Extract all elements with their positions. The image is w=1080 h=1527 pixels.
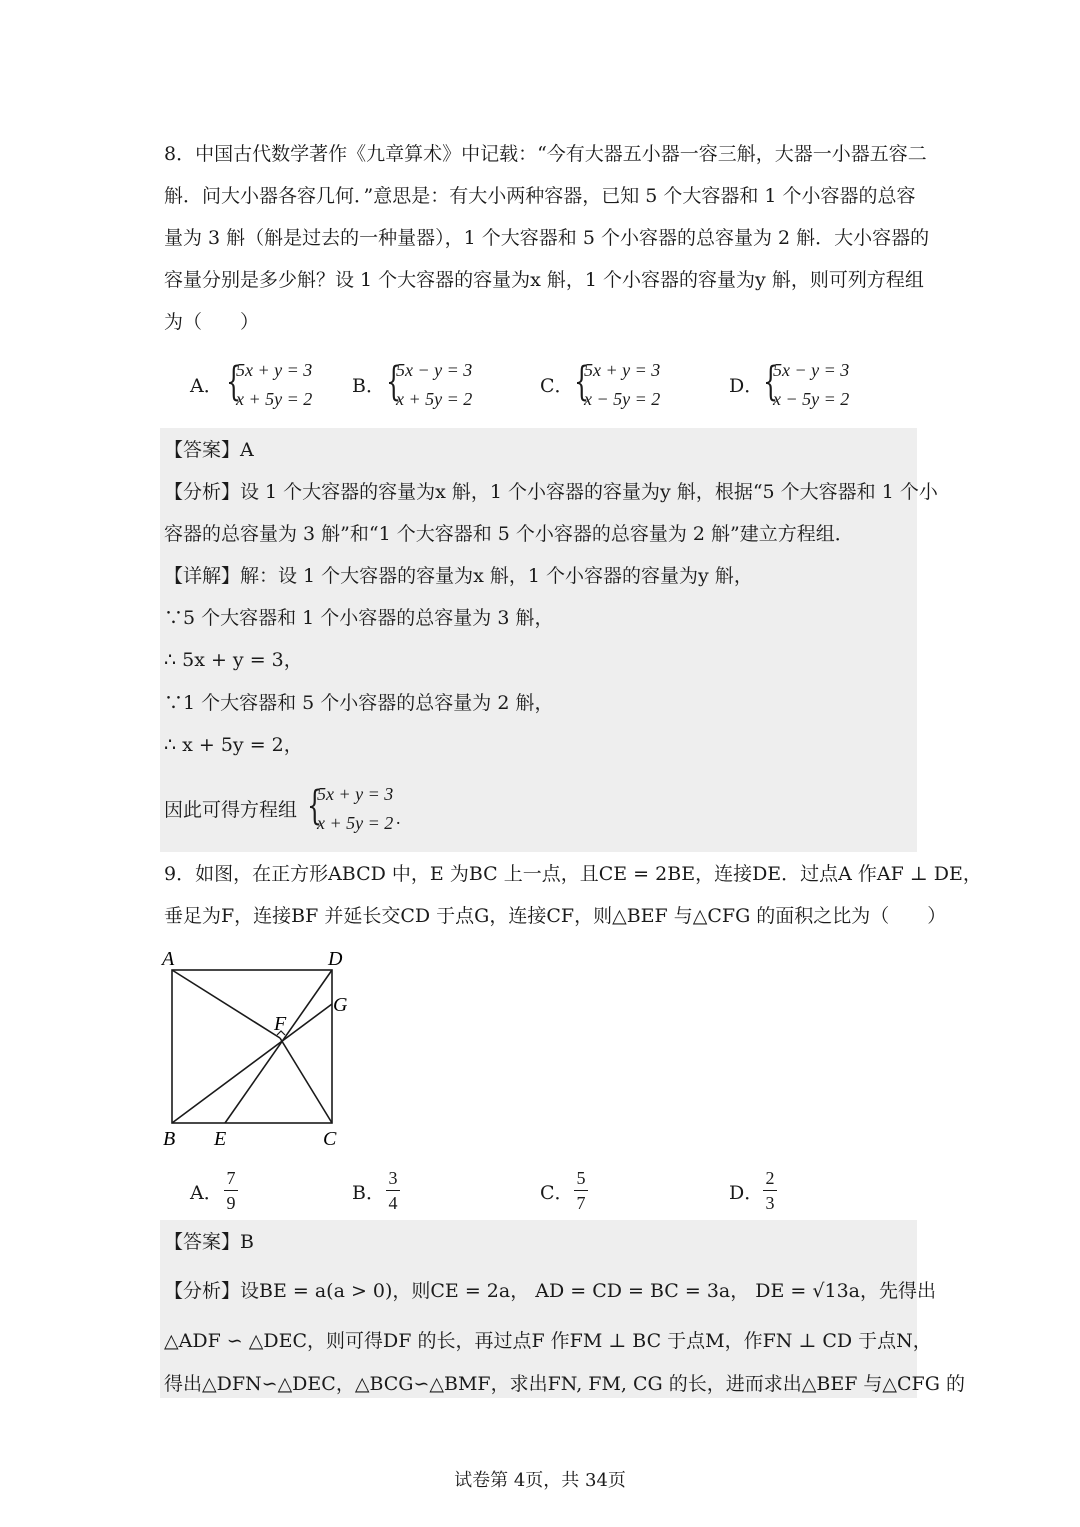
q9-analysis-line-3: 得出△DFN∽△DEC，△BCG∽△BMF，求出FN, FM, CG 的长，进而求出△BEF 与△CFG 的 bbox=[164, 1373, 965, 1395]
equation: x − 5y = 2 bbox=[584, 389, 661, 409]
brace-icon: { bbox=[386, 359, 402, 405]
label-c: C bbox=[323, 1128, 337, 1150]
segment-de bbox=[225, 970, 332, 1123]
q8-conclusion-prefix: 因此可得方程组 bbox=[164, 799, 298, 821]
brace-icon: { bbox=[574, 359, 590, 405]
option-label: D． bbox=[729, 1182, 764, 1204]
q8-detail-line-1: 【详解】解：设 1 个大容器的容量为x 斛，1 个小容器的容量为y 斛， bbox=[164, 565, 753, 587]
option-label: C． bbox=[540, 375, 574, 397]
label-g: G bbox=[333, 994, 348, 1016]
option-label: C． bbox=[540, 1182, 574, 1204]
option-label: B． bbox=[352, 1182, 385, 1204]
label-a: A bbox=[162, 948, 175, 970]
equation: 5x + y = 3 bbox=[584, 360, 661, 380]
q8-line-1: 8．中国古代数学著作《九章算术》中记载：“今有大器五小器一容三斛，大器一小器五容二 bbox=[164, 143, 927, 165]
q8-detail-line-3: ∴ 5x + y = 3， bbox=[164, 649, 303, 671]
page-footer: 试卷第 4页，共 34页 bbox=[454, 1470, 626, 1491]
option-label: A． bbox=[190, 375, 223, 397]
option-label: A． bbox=[190, 1182, 223, 1204]
numerator: 7 bbox=[226, 1168, 236, 1188]
q9-answer: 【答案】B bbox=[164, 1231, 254, 1253]
q9-line-1: 9．如图，在正方形ABCD 中，E 为BC 上一点，且CE = 2BE，连接DE．过点A 作AF ⊥ DE， bbox=[164, 863, 982, 885]
option-label: D． bbox=[729, 375, 764, 397]
label-d: D bbox=[328, 948, 343, 970]
equation: 5x − y = 3 bbox=[396, 360, 473, 380]
equation: 5x − y = 3 bbox=[773, 360, 850, 380]
equation: x + 5y = 2 bbox=[236, 389, 313, 409]
q8-line-3: 量为 3 斛（斛是过去的一种量器），1 个大容器和 5 个小容器的总容量为 2 斛．大小容器的 bbox=[164, 227, 930, 249]
q8-line-5: 为（ ） bbox=[164, 311, 260, 333]
denominator: 9 bbox=[226, 1193, 236, 1213]
numerator: 2 bbox=[765, 1168, 775, 1188]
q8-detail-line-2: ∵5 个大容器和 1 个小容器的总容量为 3 斛， bbox=[164, 607, 554, 629]
q9-analysis-line-2: △ADF ∽ △DEC，则可得DF 的长，再过点F 作FM ⊥ BC 于点M，作FN ⊥ CD 于点N， bbox=[164, 1330, 932, 1352]
brace-icon: { bbox=[307, 783, 323, 829]
fraction bbox=[386, 1168, 400, 1213]
q8-analysis-line-2: 容器的总容量为 3 斛”和“1 个大容器和 5 个小容器的总容量为 2 斛”建立方程组． bbox=[164, 523, 854, 545]
numerator: 3 bbox=[388, 1168, 398, 1188]
numerator: 5 bbox=[576, 1168, 586, 1188]
segment-bg bbox=[172, 1004, 332, 1123]
q8-detail-line-4: ∵1 个大容器和 5 个小容器的总容量为 2 斛， bbox=[164, 692, 554, 714]
segment-cf bbox=[280, 1038, 332, 1123]
denominator: 4 bbox=[388, 1193, 398, 1213]
fraction bbox=[763, 1168, 777, 1213]
q8-answer: 【答案】A bbox=[164, 439, 254, 461]
denominator: 3 bbox=[765, 1193, 775, 1213]
q9-analysis-line-1: 【分析】设BE = a(a > 0)，则CE = 2a， AD = CD = BC = 3a， DE = √13a，先得出 bbox=[164, 1280, 937, 1302]
square-abcd bbox=[172, 970, 332, 1123]
q8-analysis-line-1: 【分析】设 1 个大容器的容量为x 斛，1 个小容器的容量为y 斛，根据“5 个大容器和 1 个小 bbox=[164, 481, 938, 503]
q9-line-2: 垂足为F，连接BF 并延长交CD 于点G，连接CF，则△BEF 与△CFG 的面积之比为（ ） bbox=[164, 905, 947, 927]
brace-icon: { bbox=[226, 359, 242, 405]
brace-icon: { bbox=[763, 359, 779, 405]
label-b: B bbox=[163, 1128, 176, 1150]
equation: 5x + y = 3 bbox=[236, 360, 313, 380]
equation: x + 5y = 2 bbox=[396, 389, 473, 409]
conclusion-suffix: . bbox=[396, 808, 401, 828]
q8-line-4: 容量分别是多少斛？设 1 个大容器的容量为x 斛，1 个小容器的容量为y 斛，则可列方程组 bbox=[164, 269, 924, 291]
q9-square-figure bbox=[150, 940, 370, 1155]
segment-af bbox=[172, 970, 280, 1038]
fraction bbox=[224, 1168, 238, 1213]
label-f: F bbox=[274, 1013, 287, 1035]
q8-line-2: 斛．问大小器各容几何．”意思是：有大小两种容器，已知 5 个大容器和 1 个小容器的总容 bbox=[164, 185, 916, 207]
label-e: E bbox=[214, 1128, 227, 1150]
conclusion-equation: x + 5y = 2 bbox=[317, 813, 394, 833]
equation: x − 5y = 2 bbox=[773, 389, 850, 409]
denominator: 7 bbox=[576, 1193, 586, 1213]
q8-detail-line-5: ∴ x + 5y = 2， bbox=[164, 734, 303, 756]
conclusion-equation: 5x + y = 3 bbox=[317, 784, 394, 804]
option-label: B． bbox=[352, 375, 385, 397]
fraction bbox=[574, 1168, 588, 1213]
